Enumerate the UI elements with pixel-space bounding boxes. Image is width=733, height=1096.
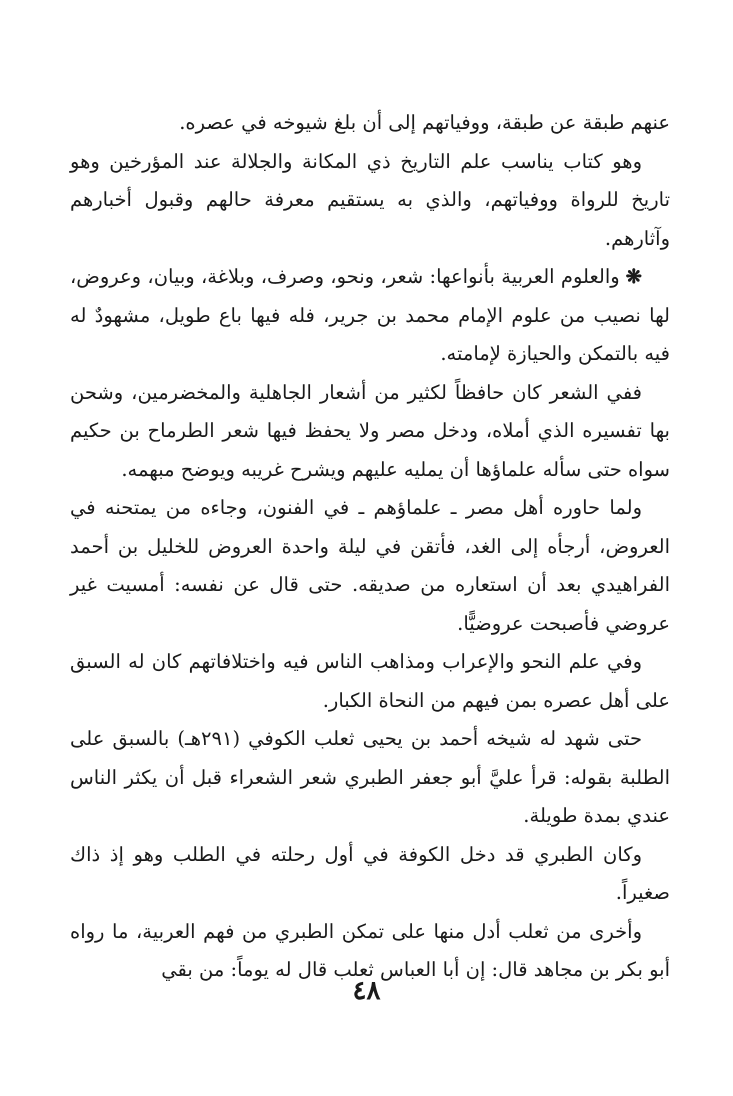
paragraph-2: وهو كتاب يناسب علم التاريخ ذي المكانة والجلالة عند المؤرخين وهو تاريخ للرواة ووفياتهم، والذي به يستقيم معرفة حالهم وقبول أخبارهم وآثارهم. — [70, 149, 670, 250]
paragraph-3-text: والعلوم العربية بأنواعها: شعر، ونحو، وصرف، وبلاغة، وبيان، وعروض، لها نصيب من علوم الإمام محمد بن جرير، فله فيها باع طويل، مشهودٌ له فيه بالتمكن والحيازة لإمامته. — [70, 265, 670, 365]
paragraph-6: وفي علم النحو والإعراب ومذاهب الناس فيه واختلافاتهم كان له السبق على أهل عصره بمن فيهم من النحاة الكبار. — [70, 650, 670, 712]
paragraph-7: حتى شهد له شيخه أحمد بن يحيى ثعلب الكوفي (٢٩١هـ) بالسبق على الطلبة بقوله: قرأ عليَّ أبو جعفر الطبري شعر الشعراء قبل أن يكثر الناس عندي بمدة طويلة. — [70, 727, 670, 827]
bullet-star-icon: ❋ — [625, 265, 642, 288]
paragraph-9: وأخرى من ثعلب أدل منها على تمكن الطبري من فهم العربية، ما رواه أبو بكر بن مجاهد قال: إن أبا العباس ثعلب قال له يوماً: من بقي — [70, 919, 670, 981]
page-number: ٤٨ — [352, 976, 381, 1006]
paragraph-3-bulleted — [70, 258, 670, 374]
paragraph-8: وكان الطبري قد دخل الكوفة في أول رحلته في الطلب وهو إذ ذاك صغيراً. — [70, 842, 670, 904]
paragraph-4: ففي الشعر كان حافظاً لكثير من أشعار الجاهلية والمخضرمين، وشحن بها تفسيره الذي أملاه، ودخل مصر ولا يحفظ فيها شعر الطرماح بن حكيم سواه حتى سأله علماؤها أن يمليه عليهم ويشرح غريبه ويوضح مبهمه. — [70, 380, 670, 481]
page-body — [70, 104, 670, 990]
paragraph-5: ولما حاوره أهل مصر ـ علماؤهم ـ في الفنون، وجاءه من يمتحنه في العروض، أرجأه إلى الغد، فأتقن في ليلة واحدة العروض للخليل بن أحمد الفراهيدي بعد أن استعاره من صديقه. حتى قال عن نفسه: أمسيت غير عروضي فأصبحت عروضيًّا. — [70, 496, 670, 635]
paragraph-1: عنهم طبقة عن طبقة، ووفياتهم إلى أن بلغ شيوخه في عصره. — [179, 111, 670, 134]
